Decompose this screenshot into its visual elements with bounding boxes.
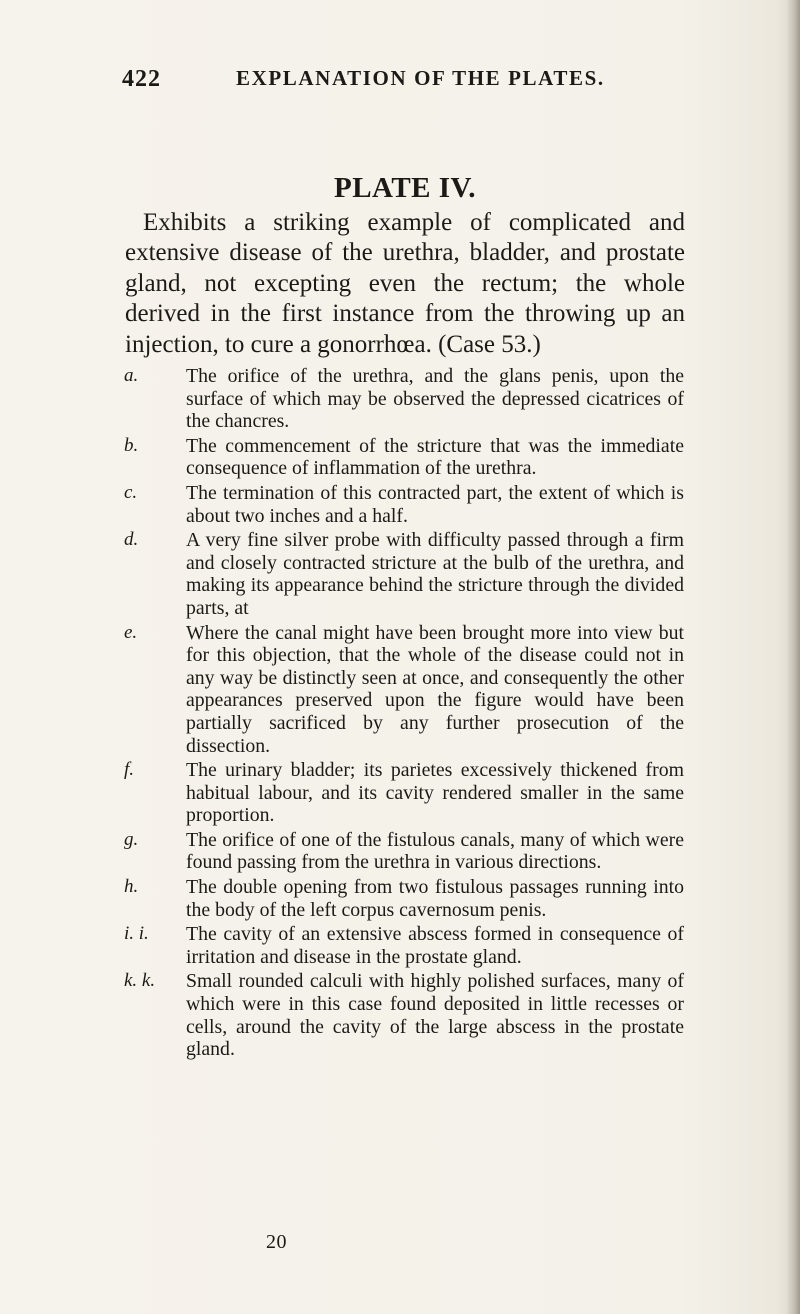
entry-text: The termination of this contracted part, the extent of which is about two inches and a half. (186, 481, 684, 527)
plate-key-entry (124, 622, 724, 758)
entry-letter: h. (124, 876, 139, 898)
plate-key-entry (124, 923, 724, 968)
entry-text: Small rounded calculi with highly polished surfaces, many of which were in this case found deposited in little recesses or cells, around the cavity of the large abscess in the prostate gland. (186, 970, 684, 1061)
entry-letter: e. (124, 621, 138, 643)
entry-letter: c. (124, 481, 138, 503)
running-head (0, 66, 800, 96)
entry-letter: k. k. (124, 970, 156, 992)
plate-key-entry (124, 529, 724, 619)
plate-key-entry (124, 365, 724, 433)
entry-text: The double opening from two fistulous passages running into the body of the left corpus cavernosum penis. (186, 876, 684, 921)
plate-key-entry (124, 970, 724, 1060)
entry-letter: a. (124, 365, 139, 386)
plate-title: PLATE IV. (333, 172, 477, 204)
plate-intro-paragraph: Exhibits a striking example of complicated and extensive disease of the urethra, bladder, and prostate gland, not excepting even the rectum; the whole derived in the first instance from the throwing up an injection, to cure a gonorrhœa. (Case 53.) (125, 209, 685, 358)
entry-text: The urinary bladder; its parietes excessively thickened from habitual labour, and its cavity rendered smaller in the same proportion. (186, 759, 684, 827)
entry-text: The orifice of one of the fistulous canals, many of which were found passing from the urethra in various directions. (186, 828, 684, 874)
entry-text: The cavity of an extensive abscess formed in consequence of irritation and disease in the prostate gland. (186, 923, 684, 968)
page-number: 422 (122, 66, 161, 92)
plate-key-entry (124, 829, 724, 874)
plate-key-entry (124, 435, 724, 480)
entry-letter: b. (124, 434, 139, 456)
entry-text: The commencement of the stricture that was the immediate consequence of inflammation of the urethra. (186, 434, 684, 480)
signature-mark: 20 (266, 1231, 287, 1253)
entry-letter: i. i. (124, 923, 149, 945)
entry-text: A very fine silver probe with difficulty passed through a firm and closely contracted stricture at the bulb of the urethra, and making its appearance behind the stricture through the divided parts, at (186, 529, 684, 619)
plate-key-entry (124, 876, 724, 921)
plate-key-entry (124, 482, 724, 527)
entry-letter: g. (124, 828, 139, 850)
entry-text: The orifice of the urethra, and the glans penis, upon the surface of which may be observed the depressed cicatrices of the chancres. (186, 365, 684, 433)
entry-text: Where the canal might have been brought more into view but for this objection, that the whole of the disease could not in any way be distinctly seen at once, and consequently the other appearances preserved upon the figure would have been partially sacrificed by any further prosecution of the dissection. (186, 621, 684, 757)
running-head-title: EXPLANATION OF THE PLATES. (236, 66, 605, 90)
entry-letter: d. (124, 529, 139, 551)
plate-key-entry (124, 759, 724, 827)
plate-key-list (124, 365, 724, 1061)
entry-letter: f. (124, 759, 135, 781)
